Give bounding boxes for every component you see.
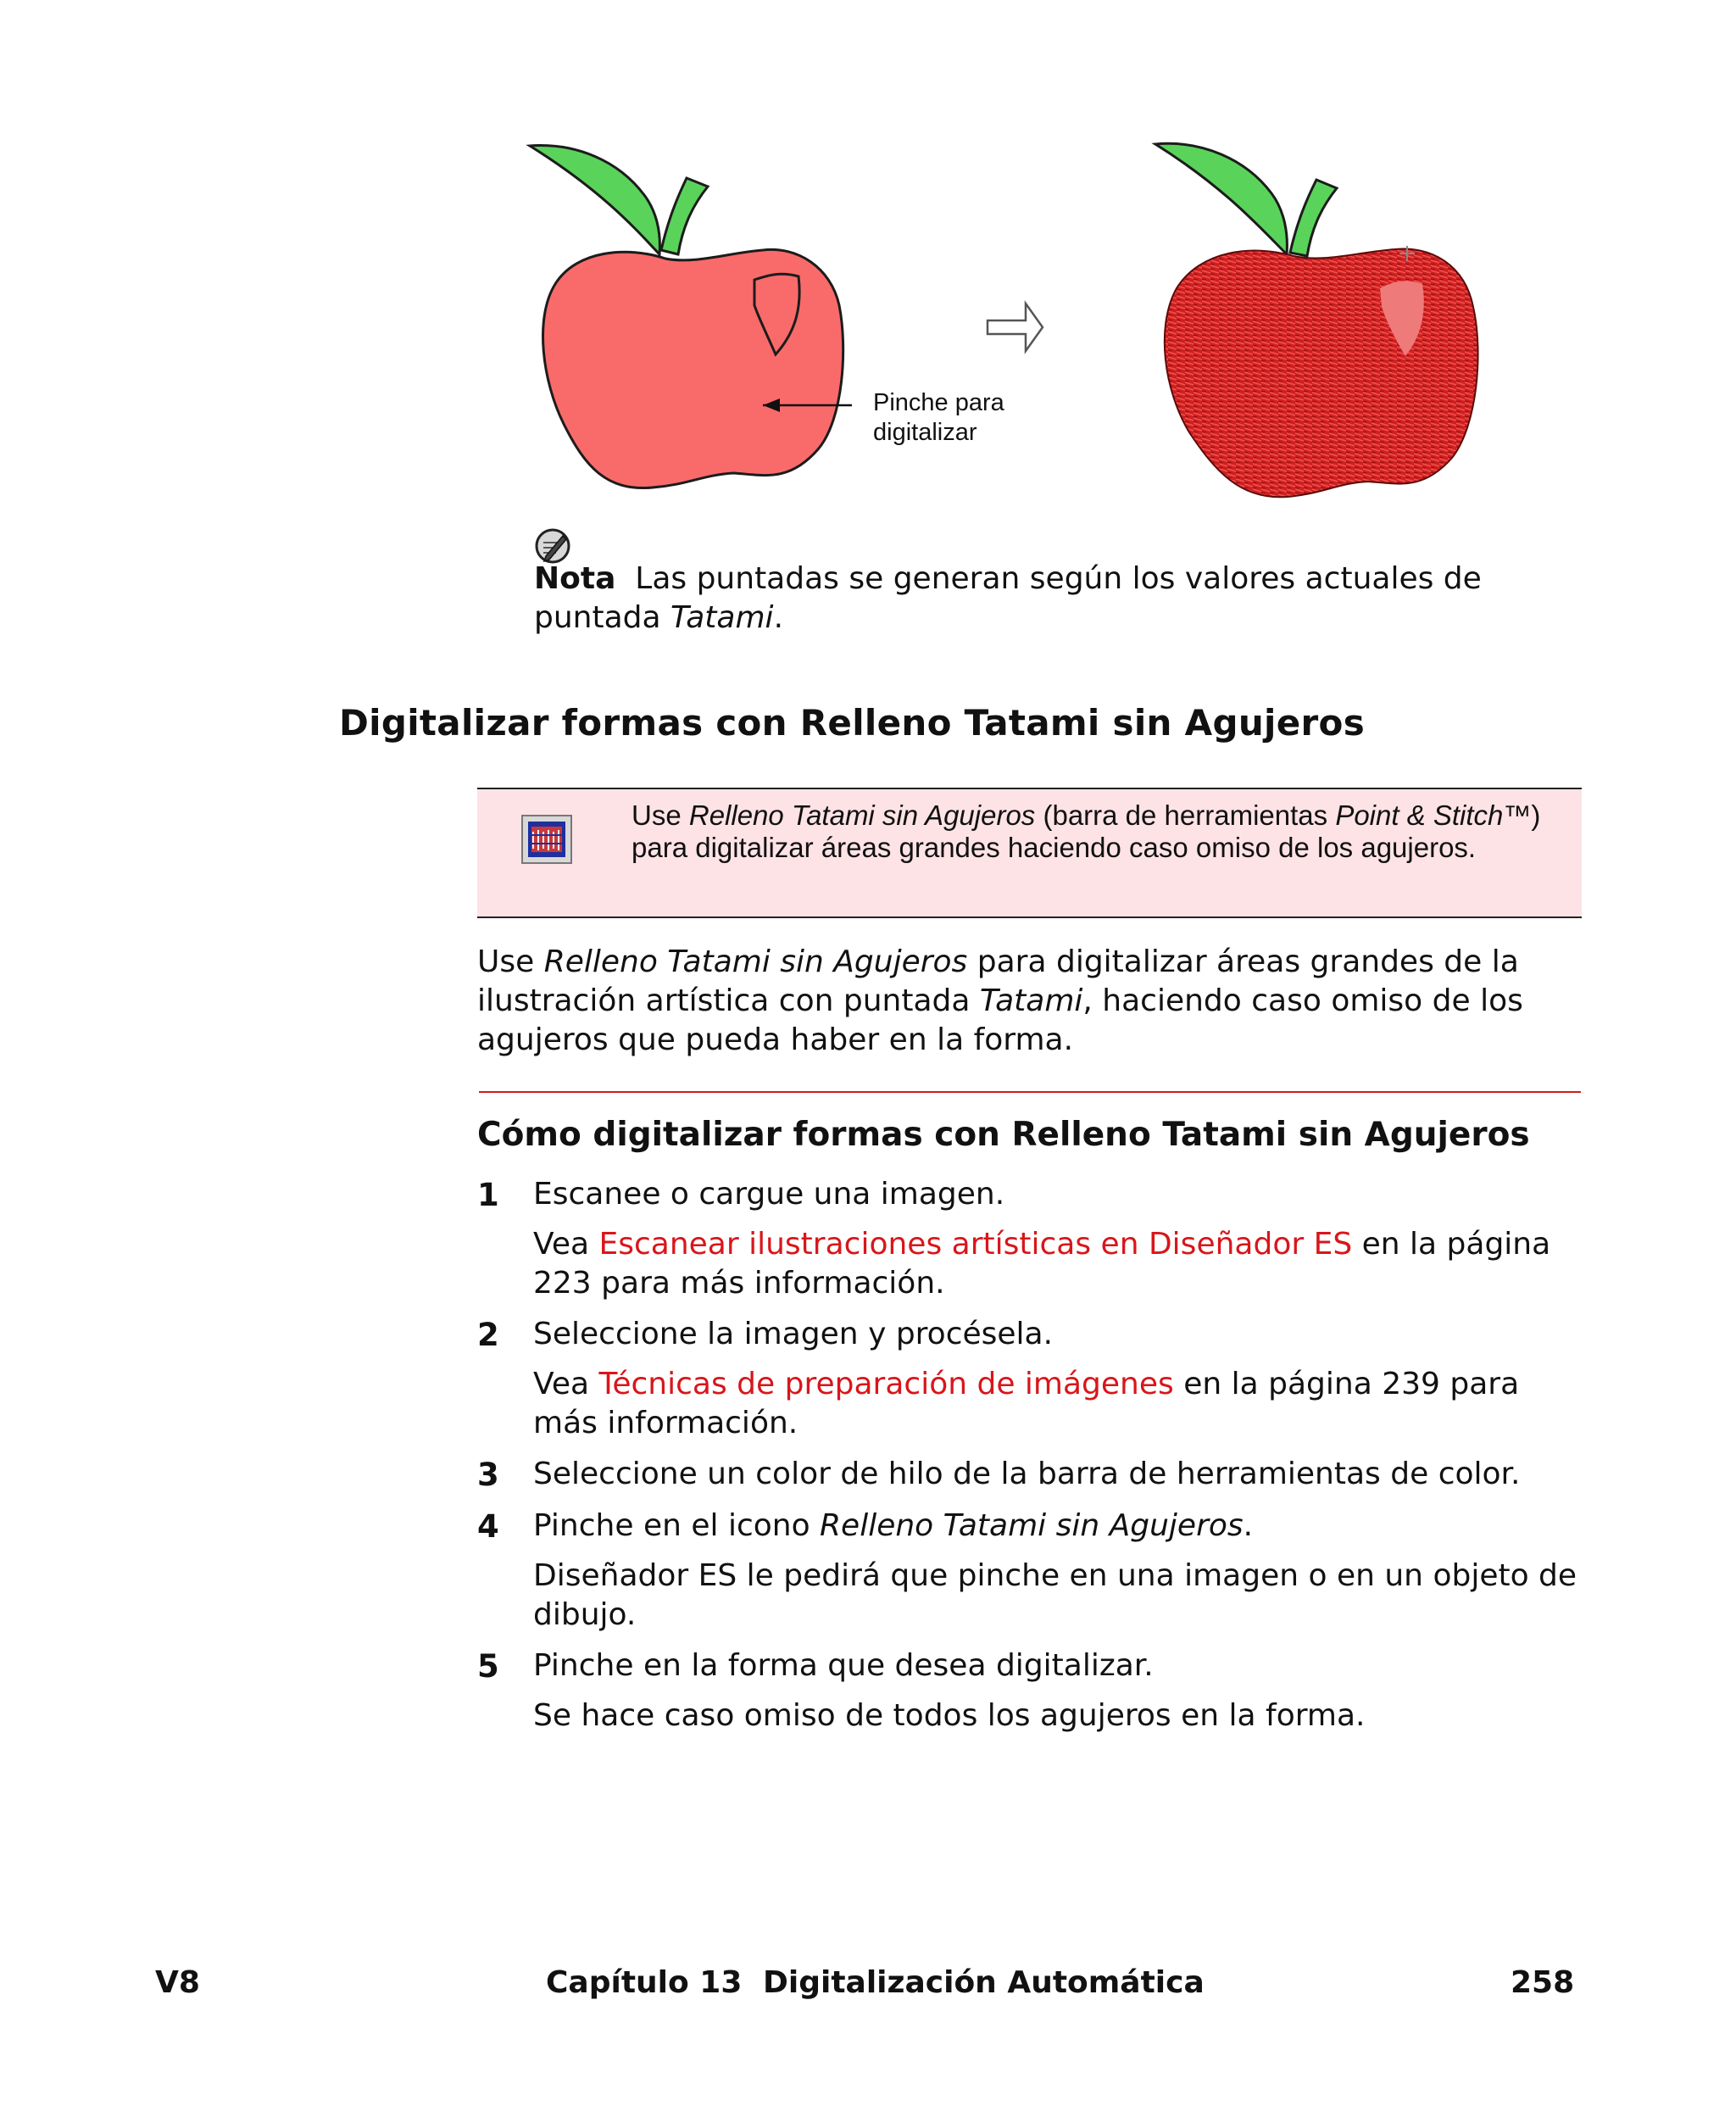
step-note-pre: Vea: [533, 1367, 599, 1401]
step-text: Seleccione un color de hilo de la barra de herramientas de color.: [533, 1457, 1521, 1491]
tip-text-post: ) para digitalizar áreas grandes haciendo caso omiso de los agujeros.: [632, 799, 1541, 863]
note-stitch-name: Tatami: [670, 600, 774, 635]
tip-tool-name: Relleno Tatami sin Agujeros: [688, 799, 1036, 831]
intro-stitch-name: Tatami: [979, 983, 1083, 1018]
step-note: [533, 1365, 1593, 1443]
intro-pre: Use: [477, 944, 544, 979]
figure-callout: [873, 388, 1004, 448]
callout-line-1: Pinche para: [873, 389, 1004, 416]
step-text-post: .: [1243, 1508, 1254, 1543]
cross-reference-link[interactable]: Técnicas de preparación de imágenes: [598, 1367, 1174, 1401]
note-paragraph: [534, 560, 1594, 638]
flat-apple: [530, 146, 852, 488]
step-note-post: en la página 223 para más información.: [533, 1227, 1551, 1301]
stitched-apple-body: [1165, 249, 1478, 498]
tip-trademark: ™: [1503, 799, 1532, 831]
tool-tip-text: [632, 799, 1547, 864]
intro-paragraph: [477, 943, 1579, 1060]
step-text-pre: Pinche en el icono: [533, 1508, 821, 1543]
transform-arrow-icon: [988, 304, 1043, 351]
step-text: Pinche en la forma que desea digitalizar.: [533, 1648, 1154, 1683]
intro-post: , haciendo caso omiso de los agujeros que pueda haber en la forma.: [477, 983, 1523, 1057]
step-number: 2: [477, 1317, 499, 1353]
flat-apple-leaf: [530, 146, 659, 254]
note-text: Las puntadas se generan según los valores actuales de puntada: [534, 561, 1482, 635]
step-note: Diseñador ES le pedirá que pinche en una imagen o en un objeto de dibujo.: [533, 1558, 1577, 1632]
step-text: Escanee o cargue una imagen.: [533, 1177, 1005, 1212]
note-period: .: [773, 600, 784, 635]
stitched-apple-stem: [1290, 180, 1337, 256]
footer-version: V8: [155, 1965, 200, 2000]
section-title: Digitalizar formas con Relleno Tatami sin Agujeros: [339, 702, 1365, 744]
step-text: Seleccione la imagen y procésela.: [533, 1317, 1054, 1351]
step-note-post: en la página 239 para más información.: [533, 1367, 1520, 1440]
footer-page-number: 258: [1511, 1965, 1575, 2000]
note-label: Nota: [534, 561, 616, 596]
footer-chapter: Capítulo 13: [546, 1965, 743, 2000]
tatami-fill-no-holes-icon[interactable]: [521, 815, 572, 864]
stitched-apple: [1155, 143, 1478, 497]
step-note: [533, 1225, 1593, 1303]
tip-toolbar-name: Point & Stitch: [1335, 799, 1504, 831]
step-tool-name: Relleno Tatami sin Agujeros: [820, 1508, 1244, 1543]
intro-tool-name: Relleno Tatami sin Agujeros: [543, 944, 968, 979]
howto-title: Cómo digitalizar formas con Relleno Tatami sin Agujeros: [477, 1116, 1530, 1154]
apple-figure: [526, 127, 1526, 517]
stitched-apple-leaf: [1155, 143, 1287, 254]
tool-tip-box: [477, 788, 1582, 918]
step-note-pre: Vea: [533, 1227, 599, 1262]
step-text: [533, 1507, 1593, 1546]
cross-reference-link[interactable]: Escanear ilustraciones artísticas en Diseñador ES: [598, 1227, 1353, 1262]
footer-chapter-title: Digitalización Automática: [763, 1965, 1205, 2000]
tip-text-pre: Use: [632, 799, 689, 831]
flat-apple-stem: [661, 178, 708, 254]
step-number: 3: [477, 1457, 499, 1493]
step-number: 4: [477, 1508, 499, 1545]
step-number: 5: [477, 1648, 499, 1685]
section-divider: [479, 1091, 1581, 1093]
tip-text-mid: (barra de herramientas: [1035, 799, 1336, 831]
step-number: 1: [477, 1177, 499, 1213]
apple-illustration: [526, 127, 1526, 517]
callout-line-2: digitalizar: [873, 419, 977, 446]
intro-mid: para digitalizar áreas grandes de la ilustración artística con puntada: [477, 944, 1519, 1018]
step-note: Se hace caso omiso de todos los agujeros en la forma.: [533, 1698, 1366, 1733]
